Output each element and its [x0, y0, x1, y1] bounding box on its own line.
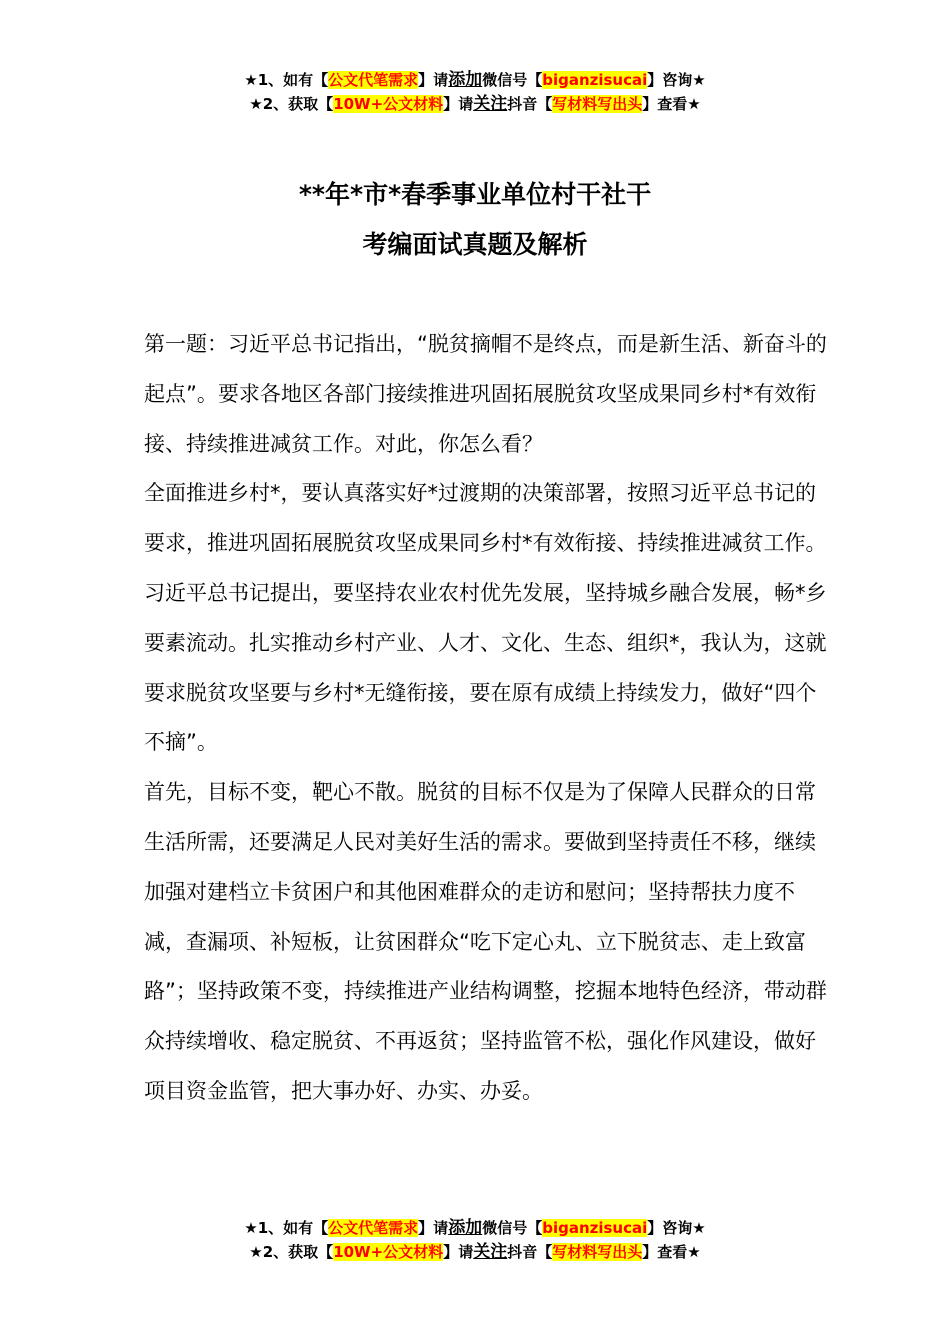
banner-emphasis: 添加 [448, 1218, 483, 1238]
title-line-2: 考编面试真题及解析 [362, 230, 588, 259]
document-title [0, 170, 950, 270]
paragraph-4: 首先，目标不变，靶心不散。脱贫的目标不仅是为了保障人民群众的日常生活所需，还要满足人民对美好生活的需求。要做到坚持责任不移，继续加强对建档立卡贫困户和其他困难群众的走访和慰问；坚持帮扶力度不减，查漏项、补短板，让贫困群众“吃下定心丸、立下脱贫志、走上致富路”；坚持政策不变，持续推进产业结构调整，挖掘本地特色经济，带动群众持续增收、稳定脱贫、不再返贫；坚持监管不松，强化作风建设，做好项目资金监管，把大事办好、办实、办妥。 [144, 780, 827, 1103]
banner-highlight: 公文代笔需求 [328, 1219, 419, 1237]
banner-text: 】查看★ [642, 95, 701, 113]
footer-banner [0, 1216, 950, 1264]
banner-emphasis: 关注 [473, 94, 508, 114]
banner-highlight: 10W+公文材料 [333, 1243, 444, 1261]
banner-text: 】咨询★ [647, 71, 706, 89]
banner-highlight: 写材料写出头 [552, 95, 643, 113]
banner-text: 】请 [418, 1219, 449, 1237]
paragraph-2: 全面推进乡村*，要认真落实好*过渡期的决策部署，按照习近平总书记的要求，推进巩固拓展脱贫攻坚成果同乡村*有效衔接、持续推进减贫工作。 [144, 481, 827, 556]
banner-text: 抖音【 [507, 95, 553, 113]
banner-text: 】请 [443, 1243, 474, 1261]
document-body [144, 320, 834, 1117]
banner-highlight: 10W+公文材料 [333, 95, 444, 113]
banner-text: 抖音【 [507, 1243, 553, 1261]
paragraph-1: 第一题：习近平总书记指出，“脱贫摘帽不是终点，而是新生活、新奋斗的起点”。要求各地区各部门接续推进巩固拓展脱贫攻坚成果同乡村*有效衔接、持续推进减贫工作。对此，你怎么看？ [144, 332, 827, 456]
banner-emphasis: 添加 [448, 70, 483, 90]
banner-text: 微信号【 [482, 71, 543, 89]
banner-highlight: 公文代笔需求 [328, 71, 419, 89]
banner-line-1 [0, 1216, 950, 1240]
banner-highlight: 写材料写出头 [552, 1243, 643, 1261]
banner-line-2 [0, 92, 950, 116]
title-line-1: **年*市*春季事业单位村干社干 [298, 180, 652, 209]
banner-emphasis: 关注 [473, 1242, 508, 1262]
banner-line-2 [0, 1240, 950, 1264]
banner-highlight: biganzisucai [542, 71, 648, 89]
banner-text: ★2、获取【 [249, 1243, 334, 1261]
banner-text: 】请 [418, 71, 449, 89]
paragraph-3: 习近平总书记提出，要坚持农业农村优先发展，坚持城乡融合发展，畅*乡要素流动。扎实推动乡村产业、人才、文化、生态、组织*，我认为，这就要求脱贫攻坚要与乡村*无缝衔接，要在原有成绩上持续发力，做好“四个不摘”。 [144, 580, 827, 755]
banner-text: 微信号【 [482, 1219, 543, 1237]
header-banner [0, 68, 950, 116]
banner-text: ★1、如有【 [244, 1219, 329, 1237]
banner-line-1 [0, 68, 950, 92]
banner-text: 】查看★ [642, 1243, 701, 1261]
banner-text: ★1、如有【 [244, 71, 329, 89]
banner-text: 】咨询★ [647, 1219, 706, 1237]
banner-highlight: biganzisucai [542, 1219, 648, 1237]
banner-text: 】请 [443, 95, 474, 113]
banner-text: ★2、获取【 [249, 95, 334, 113]
